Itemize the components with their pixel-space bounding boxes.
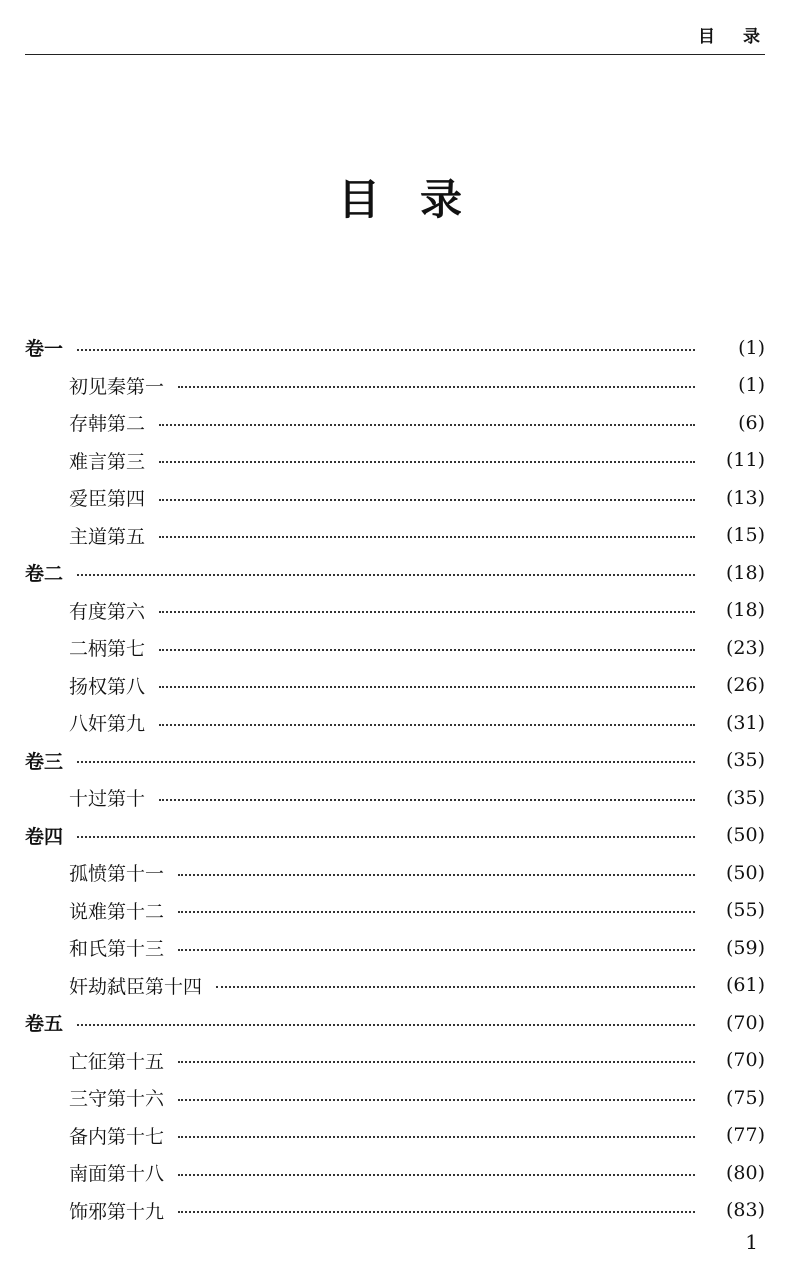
- dot-leader: [77, 761, 695, 763]
- dot-leader: [77, 349, 695, 351]
- toc-entry-page: (23): [725, 636, 765, 659]
- toc-volume-entry[interactable]: [25, 817, 765, 855]
- dot-leader: [178, 949, 695, 951]
- dot-leader: [178, 1061, 695, 1063]
- toc-entry-title: 卷一: [25, 338, 64, 361]
- toc-chapter-entry[interactable]: [25, 592, 765, 630]
- toc-entry-page: (70): [725, 1011, 765, 1034]
- toc-entry-title: 亡征第十五: [69, 1050, 165, 1073]
- toc-entry-title: 备内第十七: [69, 1125, 165, 1148]
- toc-entry-title: 和氏第十三: [69, 938, 165, 961]
- toc-entry-title: 三守第十六: [69, 1088, 165, 1111]
- toc-entry-title: 卷二: [25, 563, 64, 586]
- toc-entry-page: (1): [738, 374, 765, 397]
- dot-leader: [159, 724, 695, 726]
- table-of-contents: [25, 329, 765, 1229]
- toc-entry-title: 孤愤第十一: [69, 863, 165, 886]
- toc-entry-title: 卷五: [25, 1013, 64, 1036]
- toc-entry-page: (13): [725, 486, 765, 509]
- dot-leader: [178, 1174, 695, 1176]
- dot-leader: [178, 1099, 695, 1101]
- toc-entry-page: (59): [725, 936, 765, 959]
- dot-leader: [77, 836, 695, 838]
- toc-entry-title: 卷四: [25, 825, 64, 848]
- toc-entry-page: (6): [738, 411, 765, 434]
- toc-chapter-entry[interactable]: [25, 779, 765, 817]
- toc-entry-page: (83): [725, 1199, 765, 1222]
- toc-entry-title: 扬权第八: [69, 675, 146, 698]
- dot-leader: [159, 799, 695, 801]
- toc-chapter-entry[interactable]: [25, 367, 765, 405]
- dot-leader: [77, 574, 695, 576]
- toc-entry-title: 有度第六: [69, 600, 146, 623]
- toc-entry-page: (35): [725, 786, 765, 809]
- dot-leader: [216, 986, 695, 988]
- toc-entry-page: (75): [725, 1086, 765, 1109]
- dot-leader: [159, 686, 695, 688]
- page-title: 目录: [337, 175, 502, 224]
- toc-chapter-entry[interactable]: [25, 667, 765, 705]
- toc-chapter-entry[interactable]: [25, 442, 765, 480]
- toc-chapter-entry[interactable]: [25, 704, 765, 742]
- toc-entry-title: 卷三: [25, 750, 64, 773]
- toc-chapter-entry[interactable]: [25, 1154, 765, 1192]
- toc-entry-title: 说难第十二: [69, 900, 165, 923]
- toc-entry-page: (80): [725, 1161, 765, 1184]
- toc-entry-page: (26): [725, 674, 765, 697]
- toc-chapter-entry[interactable]: [25, 629, 765, 667]
- toc-chapter-entry[interactable]: [25, 929, 765, 967]
- toc-entry-title: 十过第十: [69, 788, 146, 811]
- dot-leader: [159, 461, 695, 463]
- toc-volume-entry[interactable]: [25, 329, 765, 367]
- dot-leader: [159, 611, 695, 613]
- toc-entry-page: (1): [738, 336, 765, 359]
- toc-volume-entry[interactable]: [25, 1004, 765, 1042]
- toc-chapter-entry[interactable]: [25, 404, 765, 442]
- toc-entry-page: (15): [725, 524, 765, 547]
- toc-entry-page: (55): [725, 899, 765, 922]
- dot-leader: [159, 424, 695, 426]
- toc-entry-title: 初见秦第一: [69, 375, 165, 398]
- toc-entry-title: 南面第十八: [69, 1163, 165, 1186]
- toc-chapter-entry[interactable]: [25, 517, 765, 555]
- toc-chapter-entry[interactable]: [25, 854, 765, 892]
- toc-volume-entry[interactable]: [25, 742, 765, 780]
- toc-chapter-entry[interactable]: [25, 892, 765, 930]
- toc-entry-page: (70): [725, 1049, 765, 1072]
- header-rule: [25, 54, 765, 55]
- toc-entry-title: 难言第三: [69, 450, 146, 473]
- toc-entry-page: (18): [725, 561, 765, 584]
- toc-entry-title: 奸劫弑臣第十四: [69, 975, 203, 998]
- toc-chapter-entry[interactable]: [25, 1192, 765, 1230]
- toc-chapter-entry[interactable]: [25, 1117, 765, 1155]
- dot-leader: [178, 1211, 695, 1213]
- dot-leader: [178, 1136, 695, 1138]
- toc-chapter-entry[interactable]: [25, 479, 765, 517]
- toc-entry-page: (18): [725, 599, 765, 622]
- dot-leader: [178, 911, 695, 913]
- dot-leader: [178, 874, 695, 876]
- running-header: 目录: [698, 27, 788, 47]
- toc-entry-title: 八奸第九: [69, 713, 146, 736]
- dot-leader: [77, 1024, 695, 1026]
- dot-leader: [159, 649, 695, 651]
- toc-entry-page: (31): [725, 711, 765, 734]
- toc-entry-title: 爱臣第四: [69, 488, 146, 511]
- toc-chapter-entry[interactable]: [25, 1042, 765, 1080]
- dot-leader: [159, 536, 695, 538]
- dot-leader: [178, 386, 695, 388]
- page-number: 1: [745, 1230, 758, 1254]
- toc-chapter-entry[interactable]: [25, 967, 765, 1005]
- toc-entry-page: (77): [725, 1124, 765, 1147]
- toc-entry-title: 存韩第二: [69, 413, 146, 436]
- toc-chapter-entry[interactable]: [25, 1079, 765, 1117]
- toc-entry-title: 二柄第七: [69, 638, 146, 661]
- toc-entry-page: (11): [725, 449, 765, 472]
- toc-entry-title: 饰邪第十九: [69, 1200, 165, 1223]
- toc-entry-page: (50): [725, 824, 765, 847]
- toc-entry-title: 主道第五: [69, 525, 146, 548]
- dot-leader: [159, 499, 695, 501]
- toc-entry-page: (61): [725, 974, 765, 997]
- toc-volume-entry[interactable]: [25, 554, 765, 592]
- toc-entry-page: (50): [725, 861, 765, 884]
- toc-entry-page: (35): [725, 749, 765, 772]
